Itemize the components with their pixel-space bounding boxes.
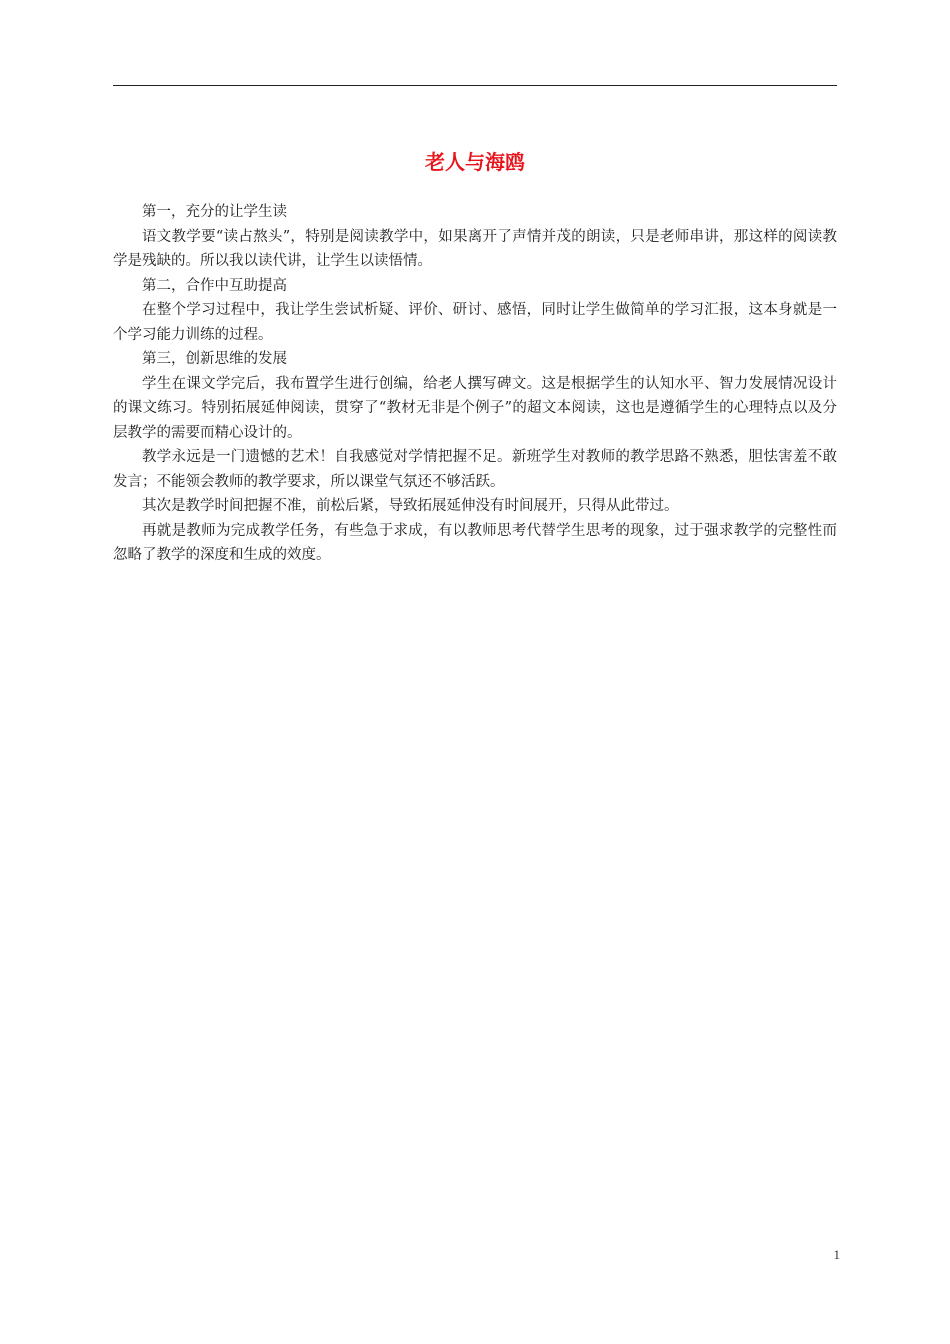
paragraph: 第一，充分的让学生读 (142, 204, 287, 220)
paragraph: 第三，创新思维的发展 (142, 351, 287, 367)
paragraph: 语文教学要“读占熬头”，特别是阅读教学中，如果离开了声情并茂的朗读，只是老师串讲，那这样的阅读教学是残缺的。所以我以读代讲，让学生以读悟情。 (113, 228, 837, 269)
document-body (113, 200, 837, 568)
document-title: 老人与海鸥 (425, 150, 525, 174)
paragraph: 学生在课文学完后，我布置学生进行创编，给老人撰写碑文。这是根据学生的认知水平、智力发展情况设计的课文练习。特别拓展延伸阅读，贯穿了“教材无非是个例子”的超文本阅读，这也是遵循学生的心理特点以及分层教学的需要而精心设计的。 (113, 375, 837, 441)
page-number: 1 (833, 1247, 840, 1262)
paragraph: 第二，合作中互助提高 (142, 277, 287, 294)
paragraph: 其次是教学时间把握不准，前松后紧，导致拓展延伸没有时间展开，只得从此带过。 (142, 498, 679, 514)
header-rule (113, 85, 837, 86)
paragraph: 教学永远是一门遗憾的艺术！自我感觉对学情把握不足。新班学生对教师的教学思路不熟悉，胆怯害羞不敢发言；不能领会教师的教学要求，所以课堂气氛还不够活跃。 (113, 449, 837, 490)
paragraph: 再就是教师为完成教学任务，有些急于求成，有以教师思考代替学生思考的现象，过于强求教学的完整性而忽略了教学的深度和生成的效度。 (113, 522, 837, 563)
paragraph: 在整个学习过程中，我让学生尝试析疑、评价、研讨、感悟，同时让学生做简单的学习汇报，这本身就是一个学习能力训练的过程。 (113, 302, 837, 343)
